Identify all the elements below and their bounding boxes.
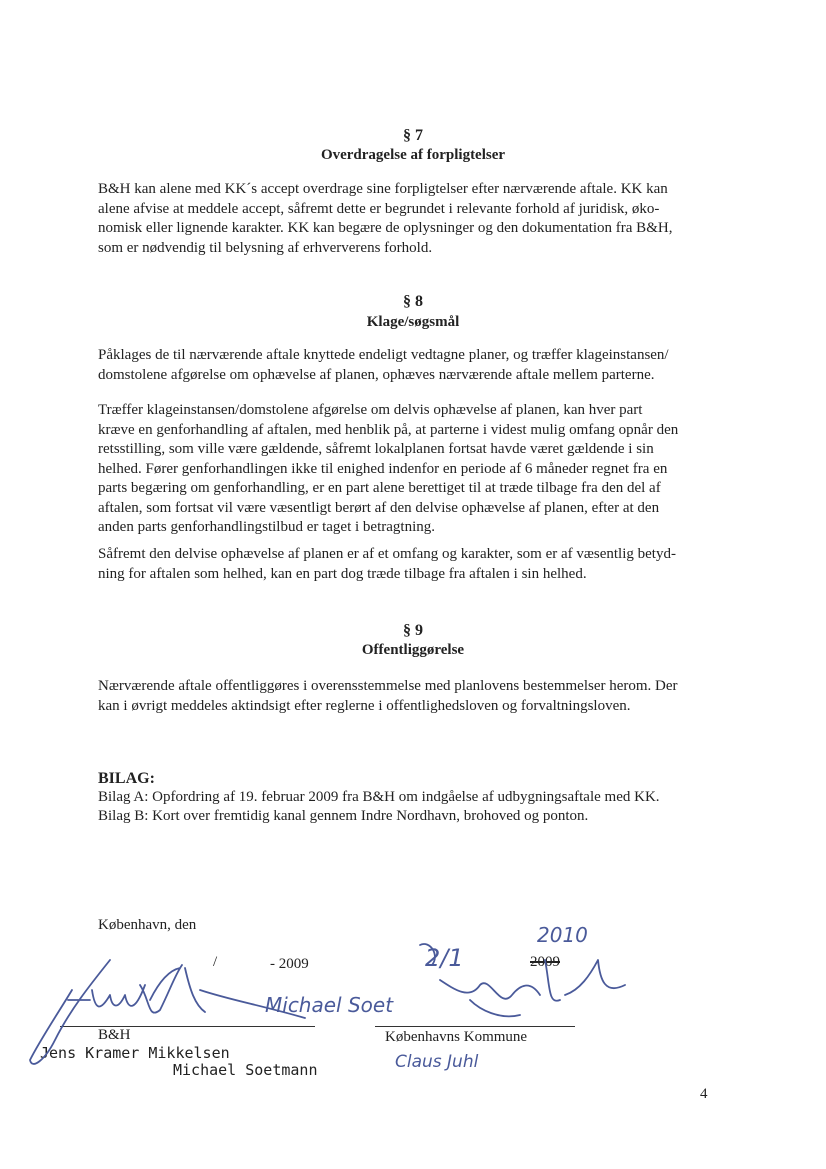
- handwritten-signature-soetmann: Michael Soet: [265, 993, 394, 1017]
- left-date-year: - 2009: [270, 956, 309, 972]
- text-line: domstolene afgørelse om ophævelse af planen, ophæves nærværende aftale mellem parterne.: [98, 366, 655, 383]
- text-line: Nærværende aftale offentliggøres i overensstemmelse med planlovens bestemmelser herom. Der: [98, 678, 678, 694]
- place-date-label: København, den: [98, 917, 197, 933]
- text-line: retsstilling, som ville være gældende, såfremt lokalplanen fortsat havde været gældende i sin: [98, 441, 654, 457]
- section-9-paragraph-1: [98, 677, 718, 716]
- section-8-title: Klage/søgsmål: [366, 314, 460, 330]
- section-9-number: § 9: [403, 622, 423, 639]
- text-line: kan i øvrigt meddeles aktindsigt efter reglerne i offentlighedsloven og forvaltningsloven.: [98, 697, 631, 714]
- section-7-number: § 7: [403, 127, 423, 144]
- text-line: som er nødvendig til belysning af erhververens forhold.: [98, 239, 433, 256]
- handwritten-date-right: 2/1: [425, 944, 464, 972]
- text-line: helhed. Fører genforhandlingen ikke til enighed indenfor en periode af 6 måneder regnet fra en: [98, 460, 668, 477]
- section-8-number: § 8: [403, 293, 423, 310]
- handwritten-name-claus-juhl: Claus Juhl: [395, 1052, 479, 1072]
- typed-name-1: Jens Kramer Mikkelsen: [40, 1044, 230, 1062]
- bilag-item-b: Bilag B: Kort over fremtidig kanal gennem Indre Nordhavn, brohoved og ponton.: [98, 808, 589, 824]
- section-8-paragraph-2: [98, 401, 718, 538]
- text-line: aftalen, som fortsat vil være væsentligt berørt af den delvise ophævelse af planen, efter at den: [98, 499, 660, 516]
- section-8-paragraph-3: [98, 545, 718, 584]
- text-line: anden parts genforhandlingstilbud er taget i betragtning.: [98, 519, 435, 535]
- text-line: B&H kan alene med KK´s accept overdrage sine forpligtelser efter nærværende aftale. KK kan: [98, 181, 668, 197]
- bilag-item-a: Bilag A: Opfordring af 19. februar 2009 fra B&H om indgåelse af udbygningsaftale med KK.: [98, 789, 660, 805]
- right-party-label: Københavns Kommune: [385, 1029, 528, 1045]
- text-line: alene afvise at meddele accept, såfremt dette er begrundet i relevante forhold af juridisk, øko-: [98, 200, 660, 217]
- right-signature-line: [375, 1026, 575, 1027]
- section-8-paragraph-1: [98, 346, 718, 385]
- left-date-slash: /: [213, 954, 218, 970]
- text-line: nomisk eller lignende karakter. KK kan begære de oplysninger og den dokumentation fra B&H,: [98, 220, 673, 236]
- section-7-title: Overdragelse af forpligtelser: [320, 147, 506, 163]
- text-line: parts begæring om genforhandling, er en part alene berettiget til at træde tilbage fra den del af: [98, 480, 661, 496]
- left-party-label: B&H: [98, 1027, 131, 1043]
- section-9-title: Offentliggørelse: [361, 642, 465, 658]
- text-line: Såfremt den delvise ophævelse af planen er af et omfang og karakter, som er af væsentlig betyd-: [98, 546, 676, 562]
- section-7-paragraph-1: [98, 180, 718, 258]
- bilag-heading: BILAG:: [98, 770, 155, 787]
- typed-name-2: Michael Soetmann: [173, 1061, 318, 1079]
- text-line: ning for aftalen som helhed, kan en part dog træde tilbage fra aftalen i sin helhed.: [98, 565, 587, 582]
- handwritten-year-2010: 2010: [537, 923, 588, 947]
- page-number: 4: [700, 1086, 708, 1102]
- struck-year-2009: 2009: [530, 954, 560, 970]
- text-line: Påklages de til nærværende aftale knyttede endeligt vedtagne planer, og træffer klageinstansen/: [98, 347, 669, 363]
- text-line: kræve en genforhandling af aftalen, med henblik på, at parterne i videst mulig omfang opnår den: [98, 421, 679, 438]
- text-line: Træffer klageinstansen/domstolene afgørelse om delvis ophævelse af planen, kan hver part: [98, 402, 643, 418]
